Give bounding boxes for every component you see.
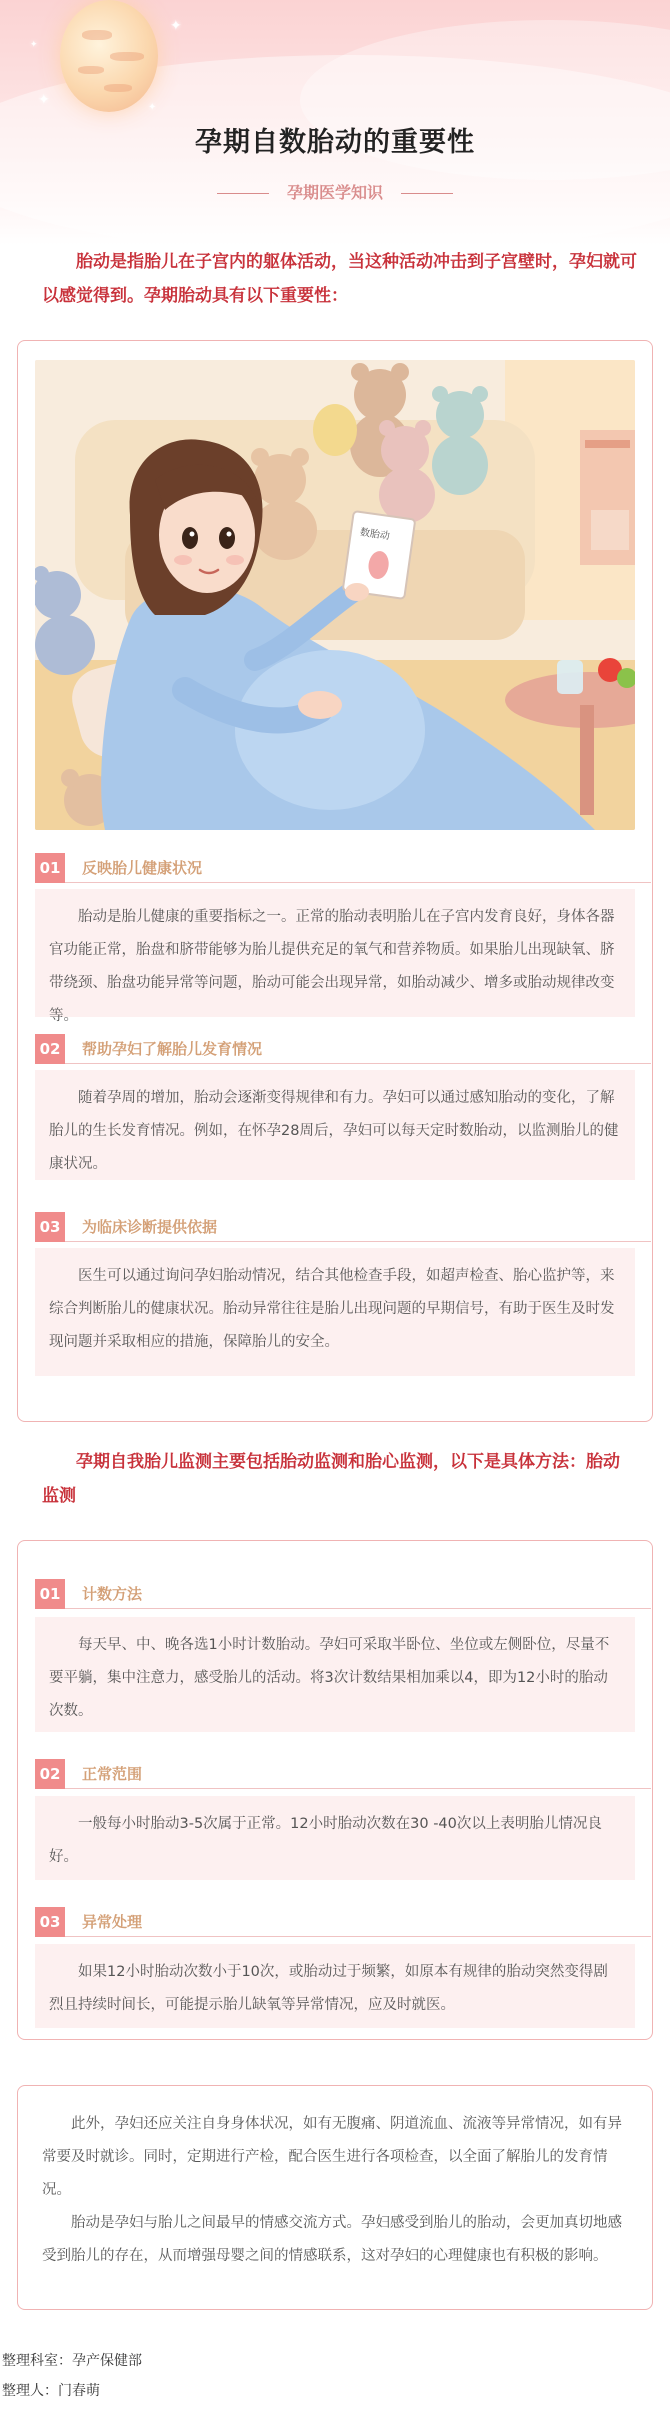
notepad-label: 数胎动	[359, 527, 391, 543]
section-head	[35, 1212, 635, 1242]
section-number-badge: 03	[35, 1212, 65, 1242]
section-number-badge: 01	[35, 1579, 65, 1609]
section-body: 医生可以通过询问孕妇胎动情况，结合其他检查手段，如超声检查、胎心监护等，来综合判断胎儿的健康状况。胎动异常往往是胎儿出现问题的早期信号，有助于医生及时发现问题并采取相应的措施，保障胎儿的安全。	[35, 1248, 635, 1376]
section-title: 异常处理	[82, 1913, 143, 1931]
closing-paragraph: 此外，孕妇还应关注自身身体状况，如有无腹痛、阴道流血、流液等异常情况，如有异常要及时就诊。同时，定期进行产检，配合医生进行各项检查，以全面了解胎儿的发育情况。	[42, 2116, 622, 2198]
section-title: 计数方法	[82, 1585, 143, 1603]
sparkle-icon: ✦	[170, 18, 182, 34]
sparkle-icon: ✦	[30, 40, 38, 50]
closing-text	[42, 2108, 632, 2273]
footer-department: 整理科室：孕产保健部	[2, 2353, 142, 2369]
sparkle-icon: ✦	[38, 92, 50, 108]
sparkle-icon: ✦	[148, 102, 157, 113]
section-body: 每天早、中、晚各选1小时计数胎动。孕妇可采取半卧位、坐位或左侧卧位，尽量不要平躺，集中注意力，感受胎儿的活动。将3次计数结果相加乘以4，即为12小时的胎动次数。	[35, 1617, 635, 1732]
section-body: 一般每小时胎动3-5次属于正常。12小时胎动次数在30 -40次以上表明胎儿情况良好。	[35, 1796, 635, 1880]
closing-paragraph: 胎动是孕妇与胎儿之间最早的情感交流方式。孕妇感受到胎儿的胎动，会更加真切地感受到胎儿的存在，从而增强母婴之间的情感联系，这对孕妇的心理健康也有积极的影响。	[42, 2215, 622, 2264]
moon-decoration	[60, 0, 158, 112]
section-body: 随着孕周的增加，胎动会逐渐变得规律和有力。孕妇可以通过感知胎动的变化，了解胎儿的生长发育情况。例如，在怀孕28周后，孕妇可以每天定时数胎动，以监测胎儿的健康状况。	[35, 1070, 635, 1180]
section-body: 胎动是胎儿健康的重要指标之一。正常的胎动表明胎儿在子宫内发育良好，身体各器官功能正常，胎盘和脐带能够为胎儿提供充足的氧气和营养物质。如果胎儿出现缺氧、脐带绕颈、胎盘功能异常等问题，胎动可能会出现异常，如胎动减少、增多或胎动规律改变等。	[35, 889, 635, 1017]
intro-paragraph: 胎动是指胎儿在子宫内的躯体活动，当这种活动冲击到子宫壁时，孕妇就可以感觉得到。孕期胎动具有以下重要性：	[42, 252, 637, 306]
section-title: 正常范围	[82, 1765, 143, 1783]
page-title: 孕期自数胎动的重要性	[195, 127, 475, 158]
section-title: 帮助孕妇了解胎儿发育情况	[82, 1040, 263, 1058]
illustration-svg	[35, 360, 635, 830]
section-head	[35, 1579, 635, 1609]
closing-card	[17, 2085, 653, 2310]
section-number-badge: 02	[35, 1034, 65, 1064]
importance-card	[17, 340, 653, 1422]
methods-card	[17, 1540, 653, 2040]
section-number-badge: 03	[35, 1907, 65, 1937]
page-subtitle: 孕期医学知识	[0, 180, 670, 203]
footer-author: 整理人：门春萌	[2, 2383, 100, 2399]
section-number-badge: 01	[35, 853, 65, 883]
pregnant-woman-illustration	[35, 360, 635, 830]
header-banner	[0, 0, 670, 245]
section-title: 反映胎儿健康状况	[82, 859, 203, 877]
monitor-intro: 孕期自我胎儿监测主要包括胎动监测和胎心监测，以下是具体方法：胎动监测	[42, 1452, 620, 1506]
section-title: 为临床诊断提供依据	[82, 1218, 218, 1236]
section-number-badge: 02	[35, 1759, 65, 1789]
section-head	[35, 1759, 635, 1789]
section-head	[35, 853, 635, 883]
section-head	[35, 1907, 635, 1937]
section-body: 如果12小时胎动次数小于10次，或胎动过于频繁，如原本有规律的胎动突然变得剧烈且持续时间长，可能提示胎儿缺氧等异常情况，应及时就医。	[35, 1944, 635, 2028]
section-head	[35, 1034, 635, 1064]
